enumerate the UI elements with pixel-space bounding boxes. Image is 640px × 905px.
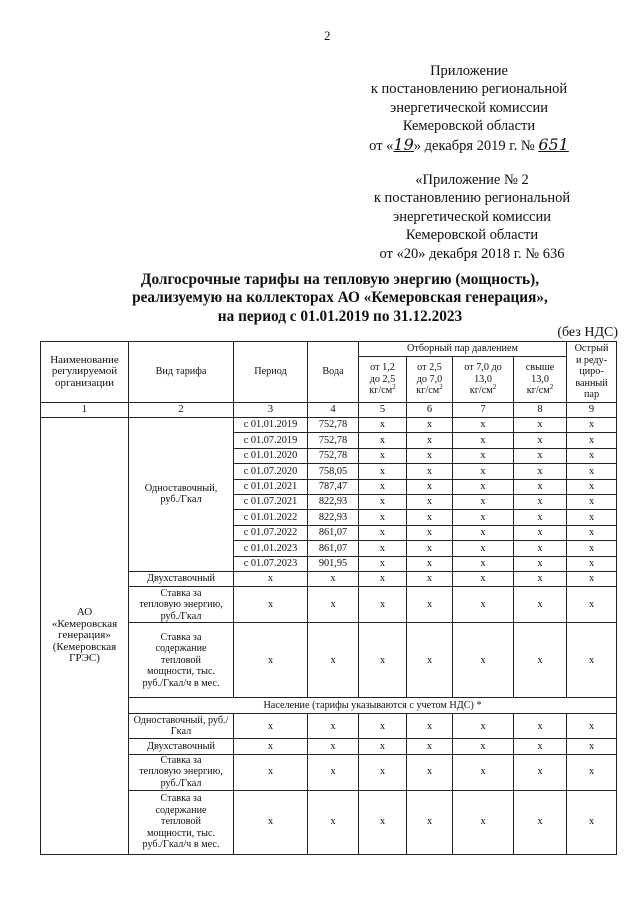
empty-value-cell: x (453, 587, 514, 623)
header-pressure-1 (359, 357, 407, 403)
empty-value-cell: x (453, 739, 514, 754)
steam-value-cell: x (514, 448, 567, 463)
pop-capacity-rate-label-line: мощности, тыс. (146, 827, 216, 839)
header-row-1 (41, 342, 617, 357)
steam-value-cell: x (514, 510, 567, 525)
two-rate-label: Двухставочный (129, 571, 234, 586)
empty-value-cell: x (234, 714, 308, 739)
empty-value-cell: x (234, 754, 308, 790)
period-cell: с 01.01.2023 (234, 541, 308, 556)
empty-value-cell: x (567, 623, 617, 698)
org-name-cell-line: «Кемеровская (51, 617, 118, 630)
empty-value-cell: x (359, 790, 407, 854)
empty-value-cell: x (407, 714, 453, 739)
water-value-cell: 861,07 (308, 541, 359, 556)
empty-value-cell: x (514, 623, 567, 698)
water-value-cell: 752,78 (308, 418, 359, 433)
annex-current-line1: к постановлению региональной (370, 81, 568, 98)
steam-value-cell: x (514, 525, 567, 540)
empty-value-cell: x (567, 714, 617, 739)
empty-value-cell: x (234, 587, 308, 623)
steam-value-cell: x (407, 464, 453, 479)
empty-value-cell: x (359, 754, 407, 790)
steam-value-cell: x (514, 464, 567, 479)
steam-value-cell: x (567, 494, 617, 509)
water-value-cell: 861,07 (308, 525, 359, 540)
capacity-rate-label-line: мощности, тыс. (146, 666, 216, 678)
column-number-row (41, 403, 617, 418)
annex-current-header (354, 62, 584, 155)
column-number: 6 (407, 403, 453, 418)
handwritten-number: 651 (538, 134, 569, 154)
capacity-rate-label (129, 623, 234, 698)
column-number: 8 (514, 403, 567, 418)
pop-capacity-rate-label (129, 790, 234, 854)
water-value-cell: 822,93 (308, 494, 359, 509)
empty-value-cell: x (514, 790, 567, 854)
steam-value-cell: x (567, 479, 617, 494)
energy-rate-label-line: руб./Гкал (160, 610, 202, 622)
header-sharp-line: пар (583, 389, 600, 401)
title-line1: Долгосрочные тарифы на тепловую энергию (мощность), (140, 271, 540, 288)
steam-value-cell: x (514, 494, 567, 509)
date-prefix: от « (369, 137, 394, 154)
empty-value-cell: x (567, 790, 617, 854)
empty-value-cell: x (407, 790, 453, 854)
steam-value-cell: x (359, 494, 407, 509)
water-value-cell: 822,93 (308, 510, 359, 525)
steam-value-cell: x (407, 525, 453, 540)
steam-value-cell: x (453, 556, 514, 571)
one-rate-label (129, 418, 234, 572)
empty-value-cell: x (407, 754, 453, 790)
org-name-cell-line: АО (76, 606, 93, 619)
empty-value-cell: x (514, 739, 567, 754)
handwritten-day: 19 (393, 134, 414, 154)
period-cell: с 01.01.2022 (234, 510, 308, 525)
vat-note: (без НДС) (557, 325, 618, 340)
empty-value-cell: x (407, 587, 453, 623)
empty-value-cell: x (308, 754, 359, 790)
header-pressure-2 (407, 357, 453, 403)
empty-value-cell: x (453, 754, 514, 790)
header-unit: $кг/см^2$ (416, 383, 443, 397)
capacity-rate-label-line: тепловой (161, 654, 201, 666)
steam-value-cell: x (453, 418, 514, 433)
page-number: 2 (324, 28, 331, 43)
steam-value-cell: x (514, 418, 567, 433)
header-sharp-line: и реду- (575, 354, 608, 366)
empty-value-cell: x (514, 754, 567, 790)
empty-value-cell: x (359, 714, 407, 739)
empty-value-cell: x (308, 623, 359, 698)
pop-energy-rate-label (129, 754, 234, 790)
steam-value-cell: x (514, 556, 567, 571)
steam-value-cell: x (453, 510, 514, 525)
pop-capacity-rate-label-line: Ставка за (160, 793, 202, 805)
column-number: 3 (234, 403, 308, 418)
steam-value-cell: x (567, 433, 617, 448)
empty-value-cell: x (308, 739, 359, 754)
steam-value-cell: x (407, 510, 453, 525)
steam-value-cell: x (567, 418, 617, 433)
steam-value-cell: x (359, 433, 407, 448)
header-pressure-4 (514, 357, 567, 403)
annex-previous-line3: Кемеровской области (405, 227, 539, 244)
header-line: от 2,5 (417, 362, 442, 374)
document-title (60, 271, 620, 326)
header-line: до 7,0 (416, 373, 443, 385)
steam-value-cell: x (453, 433, 514, 448)
empty-value-cell: x (308, 571, 359, 586)
pop-capacity-rate-label-line: тепловой (161, 816, 201, 828)
empty-value-cell: x (453, 790, 514, 854)
header-line: 13,0 (531, 373, 549, 385)
period-cell: с 01.07.2020 (234, 464, 308, 479)
empty-value-cell: x (234, 739, 308, 754)
steam-value-cell: x (359, 541, 407, 556)
annex-previous-header (360, 171, 584, 263)
header-tariff-type: Вид тарифа (129, 342, 234, 403)
header-line: от 1,2 (370, 362, 395, 374)
steam-value-cell: x (567, 464, 617, 479)
steam-value-cell: x (453, 494, 514, 509)
annex-current-line2: энергетической комиссии (389, 99, 549, 116)
pop-two-rate-label: Двухставочный (129, 739, 234, 754)
steam-value-cell: x (514, 541, 567, 556)
org-name-cell-line: ГРЭС) (69, 652, 100, 665)
water-value-cell: 752,78 (308, 433, 359, 448)
capacity-rate-label-line: руб./Гкал/ч в мес. (142, 677, 220, 689)
annex-current-date (354, 136, 584, 155)
steam-value-cell: x (453, 541, 514, 556)
header-unit: $кг/см^2$ (469, 383, 497, 397)
steam-value-cell: x (359, 479, 407, 494)
one-rate-label-line: Одноставочный, (144, 482, 218, 494)
steam-value-cell: x (359, 510, 407, 525)
empty-value-cell: x (407, 571, 453, 586)
org-name-cell (41, 418, 129, 855)
energy-rate-label-line: Ставка за (160, 587, 202, 599)
empty-value-cell: x (234, 623, 308, 698)
steam-value-cell: x (359, 418, 407, 433)
water-value-cell: 787,47 (308, 479, 359, 494)
empty-value-cell: x (234, 571, 308, 586)
empty-value-cell: x (453, 623, 514, 698)
header-line: от 7,0 до (464, 362, 502, 374)
header-line: до 2,5 (369, 373, 396, 385)
annex-current-title: Приложение (430, 63, 508, 79)
header-org: Наименование регулируемой организации (41, 342, 129, 403)
annex-previous-title: «Приложение № 2 (415, 172, 529, 188)
steam-value-cell: x (407, 418, 453, 433)
steam-value-cell: x (453, 525, 514, 540)
steam-value-cell: x (567, 510, 617, 525)
steam-value-cell: x (359, 525, 407, 540)
capacity-rate-label-line: содержание (155, 643, 207, 655)
steam-value-cell: x (514, 479, 567, 494)
annex-previous-line1: к постановлению региональной (373, 190, 571, 207)
empty-value-cell: x (359, 571, 407, 586)
empty-value-cell: x (567, 739, 617, 754)
period-cell: с 01.01.2020 (234, 448, 308, 463)
energy-rate-label (129, 587, 234, 623)
column-number: 7 (453, 403, 514, 418)
header-line: свыше (525, 362, 555, 374)
steam-value-cell: x (359, 464, 407, 479)
annex-previous-line2: энергетической комиссии (392, 208, 552, 225)
empty-value-cell: x (514, 714, 567, 739)
period-cell: с 01.07.2019 (234, 433, 308, 448)
empty-value-cell: x (234, 790, 308, 854)
steam-value-cell: x (407, 433, 453, 448)
capacity-rate-label-line: Ставка за (160, 631, 202, 643)
steam-value-cell: x (407, 479, 453, 494)
empty-value-cell: x (514, 571, 567, 586)
annex-previous-date: от «20» декабря 2018 г. № 636 (379, 245, 565, 262)
steam-value-cell: x (407, 494, 453, 509)
header-sharp-line: ванный (575, 377, 608, 389)
header-unit: $кг/см^2$ (369, 383, 396, 397)
empty-value-cell: x (407, 623, 453, 698)
header-sharp-line: Острый (574, 343, 609, 355)
steam-value-cell: x (453, 448, 514, 463)
period-cell: с 01.01.2021 (234, 479, 308, 494)
header-unit: $кг/см^2$ (526, 383, 554, 397)
column-number: 5 (359, 403, 407, 418)
header-pressure-3 (453, 357, 514, 403)
steam-value-cell: x (567, 525, 617, 540)
annex-current-line3: Кемеровской области (402, 118, 536, 135)
column-number: 9 (567, 403, 617, 418)
period-row (41, 418, 617, 433)
steam-value-cell: x (407, 541, 453, 556)
empty-value-cell: x (308, 714, 359, 739)
header-water: Вода (308, 342, 359, 403)
pop-one-rate-label: Одноставочный, руб./Гкал (129, 714, 234, 739)
empty-value-cell: x (567, 571, 617, 586)
steam-value-cell: x (359, 448, 407, 463)
water-value-cell: 901,95 (308, 556, 359, 571)
steam-value-cell: x (514, 433, 567, 448)
empty-value-cell: x (453, 571, 514, 586)
steam-value-cell: x (407, 556, 453, 571)
pop-capacity-rate-label-line: содержание (155, 804, 207, 816)
empty-value-cell: x (359, 623, 407, 698)
title-line3: на период с 01.01.2019 по 31.12.2023 (217, 307, 463, 325)
column-number: 4 (308, 403, 359, 418)
water-value-cell: 752,78 (308, 448, 359, 463)
steam-value-cell: x (407, 448, 453, 463)
one-rate-label-line: руб./Гкал (160, 494, 202, 506)
header-steam-group: Отборный пар давлением (359, 342, 567, 357)
steam-value-cell: x (567, 448, 617, 463)
org-name-cell-line: (Кемеровская (52, 640, 117, 653)
steam-value-cell: x (359, 556, 407, 571)
empty-value-cell: x (308, 587, 359, 623)
column-number: 1 (41, 403, 129, 418)
pop-energy-rate-label-line: Ставка за (160, 754, 202, 766)
tariff-table (40, 341, 617, 855)
empty-value-cell: x (359, 587, 407, 623)
empty-value-cell: x (359, 739, 407, 754)
empty-value-cell: x (407, 739, 453, 754)
pop-energy-rate-label-line: тепловую энергию, (139, 766, 223, 778)
pop-energy-rate-label-line: руб./Гкал (160, 777, 202, 789)
empty-value-cell: x (567, 587, 617, 623)
header-line: 13,0 (474, 373, 492, 385)
steam-value-cell: x (567, 541, 617, 556)
period-cell: с 01.07.2023 (234, 556, 308, 571)
header-period: Период (234, 342, 308, 403)
empty-value-cell: x (308, 790, 359, 854)
population-header: Население (тарифы указываются с учетом НДС) * (129, 698, 617, 714)
empty-value-cell: x (453, 714, 514, 739)
steam-value-cell: x (453, 464, 514, 479)
empty-value-cell: x (514, 587, 567, 623)
header-sharp-steam (567, 342, 617, 403)
header-sharp-line: циро- (579, 366, 604, 378)
steam-value-cell: x (453, 479, 514, 494)
period-cell: с 01.07.2022 (234, 525, 308, 540)
period-cell: с 01.07.2021 (234, 494, 308, 509)
water-value-cell: 758,05 (308, 464, 359, 479)
energy-rate-label-line: тепловую энергию, (139, 599, 223, 611)
column-number: 2 (129, 403, 234, 418)
period-cell: с 01.01.2019 (234, 418, 308, 433)
empty-value-cell: x (567, 754, 617, 790)
org-name-cell-line: генерация» (58, 629, 111, 642)
pop-capacity-rate-label-line: руб./Гкал/ч в мес. (142, 839, 220, 851)
steam-value-cell: x (567, 556, 617, 571)
title-line2: реализуемую на коллекторах АО «Кемеровская генерация», (132, 289, 548, 307)
date-middle: » декабря 2019 г. № (413, 137, 535, 154)
